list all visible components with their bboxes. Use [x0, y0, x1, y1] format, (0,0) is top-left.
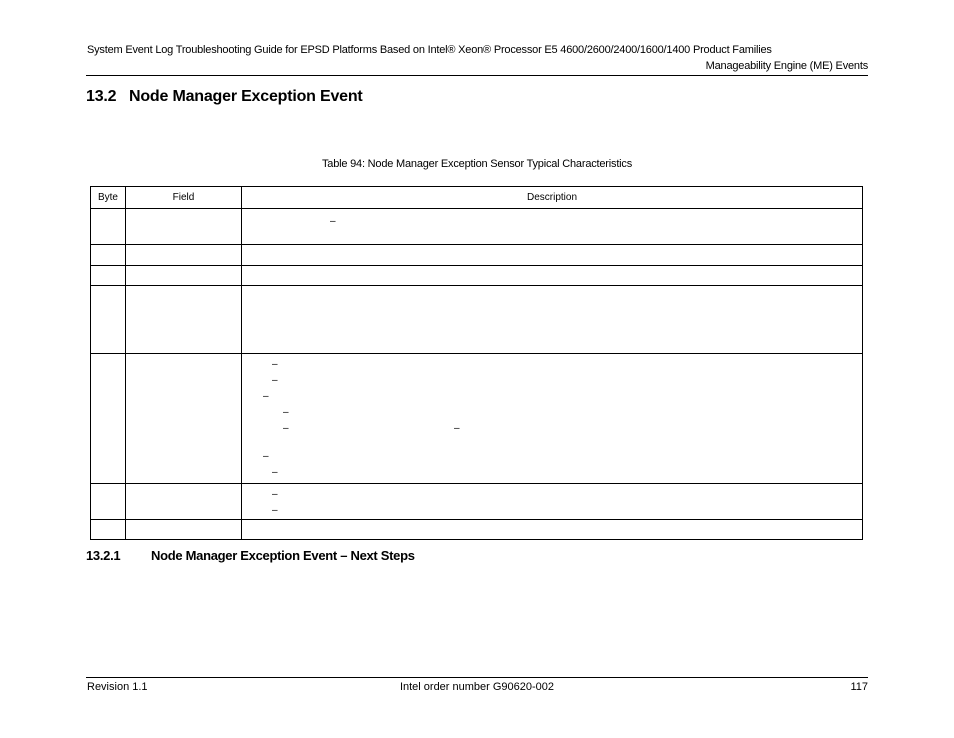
subsection-number: 13.2.1	[86, 548, 121, 563]
header-doc-title: System Event Log Troubleshooting Guide for EPSD Platforms Based on Intel® Xeon® Processor E5 4600/2600/2400/1600/1400 Product Families	[87, 44, 772, 56]
dash-mark: –	[272, 467, 278, 478]
table-row	[91, 520, 863, 540]
footer-page-number: 117	[850, 681, 868, 693]
table-row	[91, 354, 863, 484]
table-row	[91, 245, 863, 266]
dash-mark: –	[272, 359, 278, 370]
table-row	[91, 286, 863, 354]
header-chapter: Manageability Engine (ME) Events	[705, 60, 868, 72]
table-row	[91, 484, 863, 520]
footer-order-number: Intel order number G90620-002	[399, 681, 555, 693]
section-title: Node Manager Exception Event	[129, 88, 363, 105]
dash-mark: –	[283, 407, 289, 418]
table-row	[91, 266, 863, 286]
dash-mark: –	[272, 505, 278, 516]
subsection-title: Node Manager Exception Event – Next Steps	[151, 548, 415, 563]
table-header-row	[91, 187, 863, 209]
table-caption: Table 94: Node Manager Exception Sensor Typical Characteristics	[321, 158, 633, 170]
description-cell	[242, 354, 863, 484]
dash-mark: –	[263, 391, 269, 402]
header-field: Field	[126, 187, 242, 209]
dash-mark: –	[272, 489, 278, 500]
description-cell	[242, 209, 863, 245]
section-heading	[86, 88, 363, 106]
footer-rule	[86, 677, 868, 678]
dash-mark: –	[330, 216, 336, 227]
header-rule	[86, 75, 868, 76]
description-cell	[242, 484, 863, 520]
dash-mark: –	[272, 375, 278, 386]
header-description: Description	[242, 187, 863, 209]
section-number: 13.2	[86, 88, 117, 105]
dash-mark: –	[454, 423, 460, 434]
subsection-heading	[86, 548, 415, 563]
dash-mark: –	[263, 451, 269, 462]
sensor-characteristics-table	[90, 186, 863, 540]
dash-mark: –	[283, 423, 289, 434]
footer-revision: Revision 1.1	[87, 681, 148, 693]
table-row	[91, 209, 863, 245]
header-byte: Byte	[91, 187, 126, 209]
